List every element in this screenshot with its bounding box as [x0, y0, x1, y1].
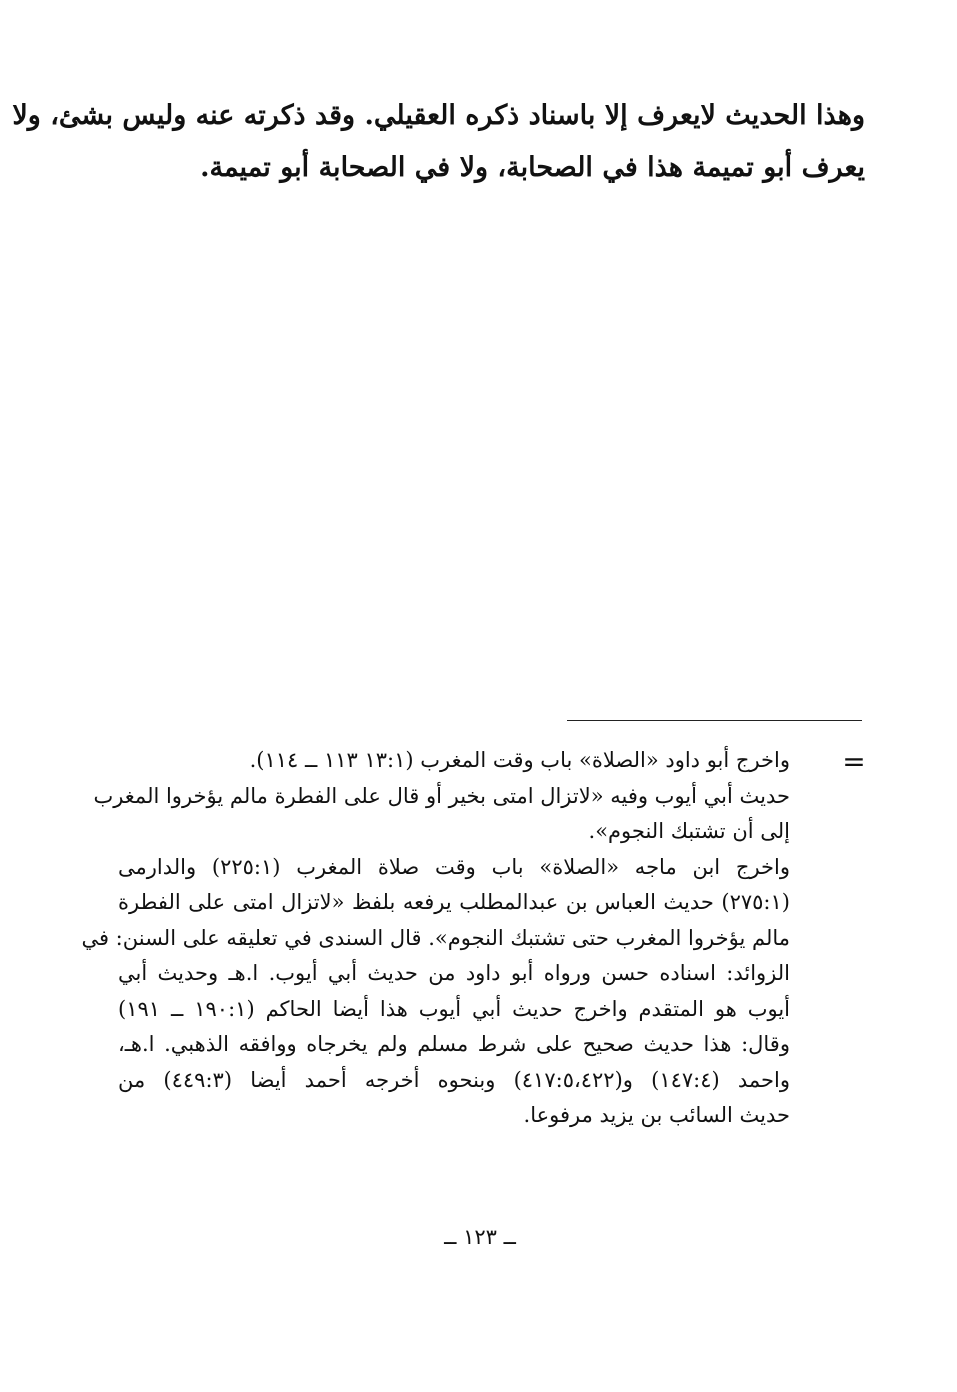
main-text-block [12, 90, 865, 194]
footnote-continuation-mark: = [842, 745, 866, 778]
page-number: ــ ١٢٣ ــ [444, 1225, 516, 1249]
footnotes-block [81, 743, 791, 1134]
footnote-line: واخرج أبو داود «الصلاة» باب وقت المغرب (١٣:١ ١١٣ ــ ١١٤). [249, 748, 790, 772]
main-text-line: وهذا الحديث لايعرف إلا باسناد ذكره العقيلي. وقد ذكرته عنه وليس بشئ، ولا [12, 100, 865, 131]
footnote-line: حديث أبي أيوب وفيه «لاتزال امتى بخير أو قال على الفطرة مالم يؤخروا المغرب [93, 783, 790, 808]
footnote-line: إلى أن تشتبك النجوم». [588, 819, 790, 843]
footnote-line: وقال: هذا حديث صحيح على شرط مسلم ولم يخرجاه ووافقه الذهبي. ا.هـ، [118, 1032, 790, 1056]
footnote-line: حديث السائب بن يزيد مرفوعا. [523, 1103, 790, 1127]
main-text-line: يعرف أبو تميمة هذا في الصحابة، ولا في الصحابة أبو تميمة. [200, 152, 865, 183]
footnote-line: واحمد (١٤٧:٤) و(٤١٧:٥،٤٢٢) وبنحوه أخرجه أحمد أيضا (٤٤٩:٣) من [118, 1067, 791, 1092]
footnote-line: (٢٧٥:١) حديث العباس بن عبدالمطلب يرفعه بلفظ «لاتزال امتى على الفطرة [118, 890, 790, 914]
footnote-line: مالم يؤخروا المغرب حتى تشتبك النجوم». قال السندى في تعليقه على السنن: في [81, 925, 790, 950]
footnote-line: أيوب هو المتقدم واخرج حديث أبي أيوب هذا أيضا الحاكم (١٩٠:١ ــ ١٩١) [118, 996, 790, 1021]
footnote-line: الزوائد: اسناده حسن ورواه أبو داود من حديث أبي أيوب. ا.هـ وحديث أبي [118, 961, 790, 985]
footnote-separator [567, 720, 862, 721]
footnote-line: واخرج ابن ماجه «الصلاة» باب وقت صلاة المغرب (٢٢٥:١) والدارمى [118, 854, 790, 879]
